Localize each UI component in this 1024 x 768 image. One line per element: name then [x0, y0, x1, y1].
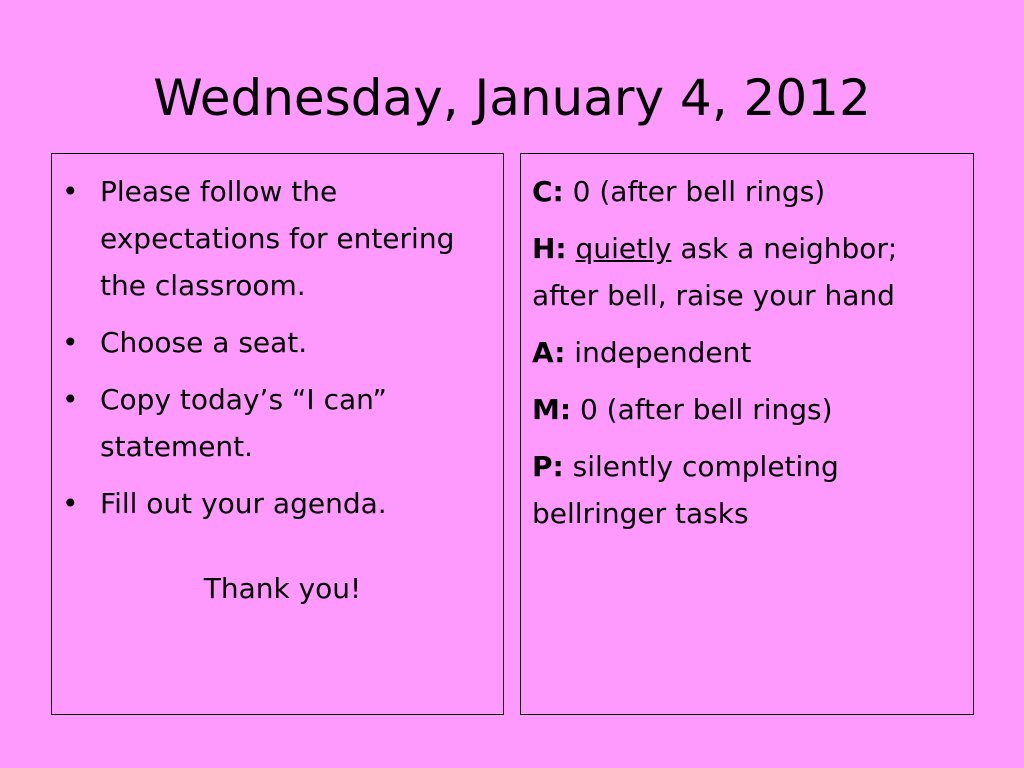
champs-box — [520, 153, 974, 715]
champs-key: C: — [532, 175, 564, 208]
list-item — [62, 168, 491, 309]
bullet-icon: • — [62, 326, 79, 359]
list-item — [62, 319, 491, 366]
list-item-text: Fill out your agenda. — [100, 487, 387, 520]
list-item-text: Copy today’s “I can” statement. — [100, 383, 387, 463]
champs-row-p — [532, 443, 963, 537]
champs-text: ask a neighbor; after bell, raise your hand — [532, 232, 898, 312]
bullet-icon: • — [62, 487, 79, 520]
champs-row-c — [532, 168, 963, 215]
expectations-box — [51, 153, 504, 715]
champs-row-h — [532, 225, 963, 319]
slide-title: Wednesday, January 4, 2012 — [153, 69, 871, 127]
champs-underlined-word: quietly — [575, 232, 672, 265]
list-item-text: Choose a seat. — [100, 326, 308, 359]
champs-text: 0 (after bell rings) — [579, 393, 833, 426]
champs-text: independent — [574, 336, 752, 369]
champs-key: M: — [532, 393, 572, 426]
bullet-icon: • — [62, 175, 79, 208]
champs-key: A: — [532, 336, 566, 369]
closing-text: Thank you! — [203, 572, 362, 605]
list-item — [62, 376, 491, 470]
list-item-text: Please follow the expectations for entering the classroom. — [100, 175, 455, 302]
champs-key: P: — [532, 450, 564, 483]
champs-text: silently completing bellringer tasks — [532, 450, 839, 530]
champs-key: H: — [532, 232, 567, 265]
champs-text: 0 (after bell rings) — [572, 175, 826, 208]
list-item — [62, 480, 491, 527]
champs-row-a — [532, 329, 963, 376]
champs-list — [521, 154, 973, 537]
expectations-list — [52, 154, 503, 527]
champs-row-m — [532, 386, 963, 433]
bullet-icon: • — [62, 383, 79, 416]
